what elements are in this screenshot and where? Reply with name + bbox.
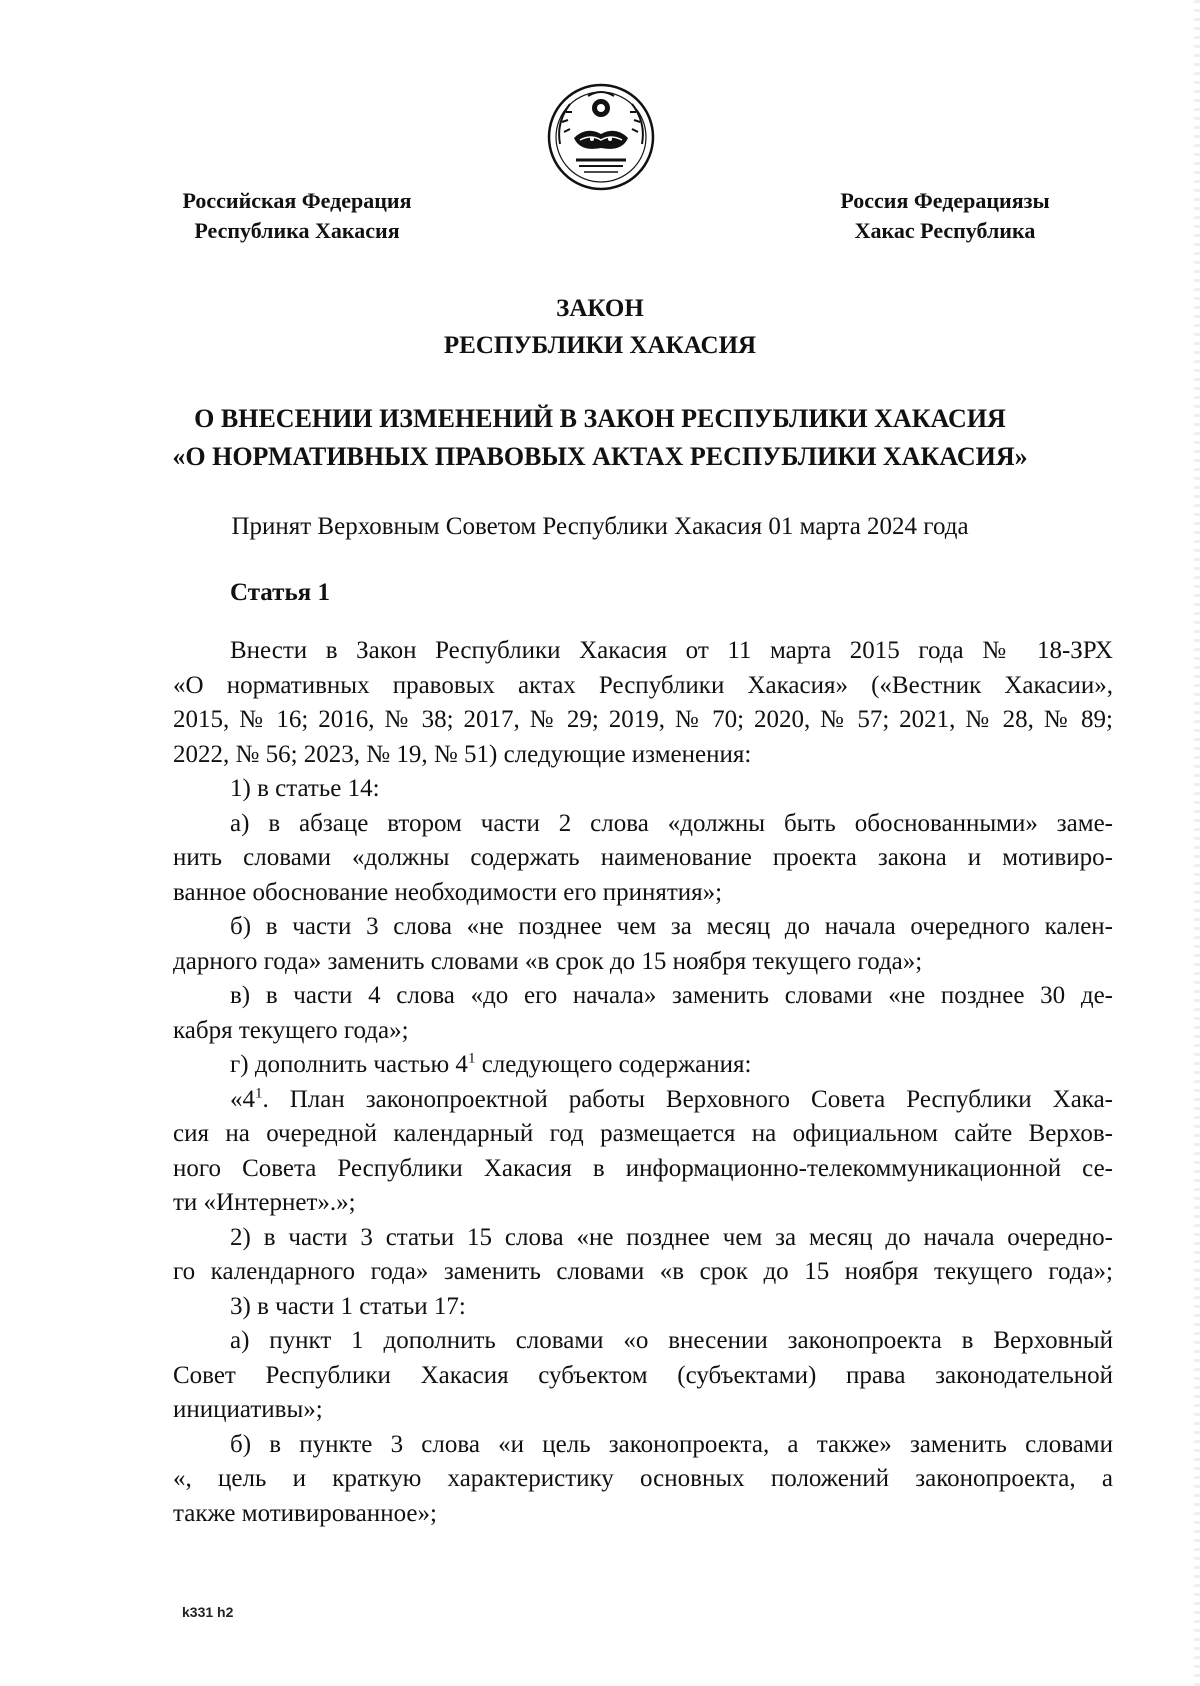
body-line: 3) в части 1 статьи 17: [230, 1292, 466, 1320]
body-line: б) в части 3 слова «не позднее чем за месяц до начала очередного кален- [230, 913, 1113, 940]
law-subtitle-line1: О ВНЕСЕНИИ ИЗМЕНЕНИЙ В ЗАКОН РЕСПУБЛИКИ ХАКАСИЯ [194, 404, 1006, 433]
body-line: сия на очередной календарный год размещается на официальном сайте Верхов- [173, 1120, 1113, 1147]
law-subtitle [0, 400, 1200, 476]
header-right-republic: Хакас Республика [854, 218, 1036, 243]
body-line: Внести в Закон Республики Хакасия от 11 марта 2015 года № 18-ЗРХ [230, 637, 1113, 664]
header-left-country: Российская Федерация [182, 188, 412, 213]
body-line-text: г) дополнить частью 4 [230, 1051, 468, 1078]
body-line: ти «Интернет».»; [173, 1189, 356, 1216]
body-line: кабря текущего года»; [173, 1016, 409, 1044]
header-left-republic: Республика Хакасия [194, 218, 400, 243]
law-subtitle-line2: «О НОРМАТИВНЫХ ПРАВОВЫХ АКТАХ РЕСПУБЛИКИ ХАКАСИЯ» [172, 442, 1028, 471]
article-heading: Статья 1 [230, 579, 330, 606]
superscript: 1 [255, 1085, 263, 1102]
body-line: в) в части 4 слова «до его начала» заменить словами «не позднее 30 де- [230, 982, 1113, 1009]
body-line-text: «4 [230, 1085, 255, 1113]
body-line-text: . План законопроектной работы Верховного Совета Республики Хака- [262, 1085, 1113, 1113]
header-left [162, 186, 432, 246]
body-line-text: следующего содержания: [475, 1051, 752, 1078]
body-line: а) пункт 1 дополнить словами «о внесении законопроекта в Верховный [230, 1327, 1113, 1354]
superscript: 1 [467, 1050, 476, 1067]
body-line: б) в пункте 3 слова «и цель законопроекта, а также» заменить словами [230, 1430, 1113, 1458]
body-line: 2022, № 56; 2023, № 19, № 51) следующие изменения: [173, 740, 752, 768]
body-line: ванное обоснование необходимости его принятия»; [173, 878, 723, 906]
body-line [173, 1048, 1113, 1083]
body-line: дарного года» заменить словами «в срок до 15 ноября текущего года»; [173, 947, 923, 975]
document-code: k331 h2 [182, 1604, 234, 1620]
body-line: а) в абзаце втором части 2 слова «должны быть обоснованными» заме- [230, 809, 1113, 837]
body-line: нить словами «должны содержать наименование проекта закона и мотивиро- [173, 844, 1113, 871]
header-right [820, 186, 1070, 246]
body-line: «, цель и краткую характеристику основных положений законопроекта, а [173, 1465, 1113, 1492]
body-line: 2) в части 3 статьи 15 слова «не позднее чем за месяц до начала очередно- [230, 1223, 1113, 1251]
law-title-line1: ЗАКОН [556, 295, 644, 322]
adoption-note: Принят Верховным Советом Республики Хакасия 01 марта 2024 года [231, 513, 969, 540]
body-line: инициативы»; [173, 1396, 323, 1423]
article-body [173, 634, 1113, 1531]
law-title [0, 290, 1200, 364]
body-line: ного Совета Республики Хакасия в информационно-телекоммуникационной се- [173, 1154, 1113, 1182]
law-title-line2: РЕСПУБЛИКИ ХАКАСИЯ [443, 332, 757, 359]
coat-of-arms-icon [546, 82, 656, 192]
body-line: го календарного года» заменить словами «в срок до 15 ноября текущего года»; [173, 1258, 1113, 1285]
header-right-country: Россия Федерациязы [840, 188, 1050, 213]
body-line: «О нормативных правовых актах Республики Хакасия» («Вестник Хакасии», [173, 671, 1113, 699]
body-line: также мотивированное»; [173, 1499, 437, 1527]
body-line [173, 1083, 1113, 1118]
scan-edge [1194, 0, 1200, 1686]
body-line: 1) в статье 14: [230, 775, 380, 802]
body-line: Совет Республики Хакасия субъектом (субъектами) права законодательной [173, 1361, 1113, 1389]
body-line: 2015, № 16; 2016, № 38; 2017, № 29; 2019, № 70; 2020, № 57; 2021, № 28, № 89; [173, 706, 1113, 733]
